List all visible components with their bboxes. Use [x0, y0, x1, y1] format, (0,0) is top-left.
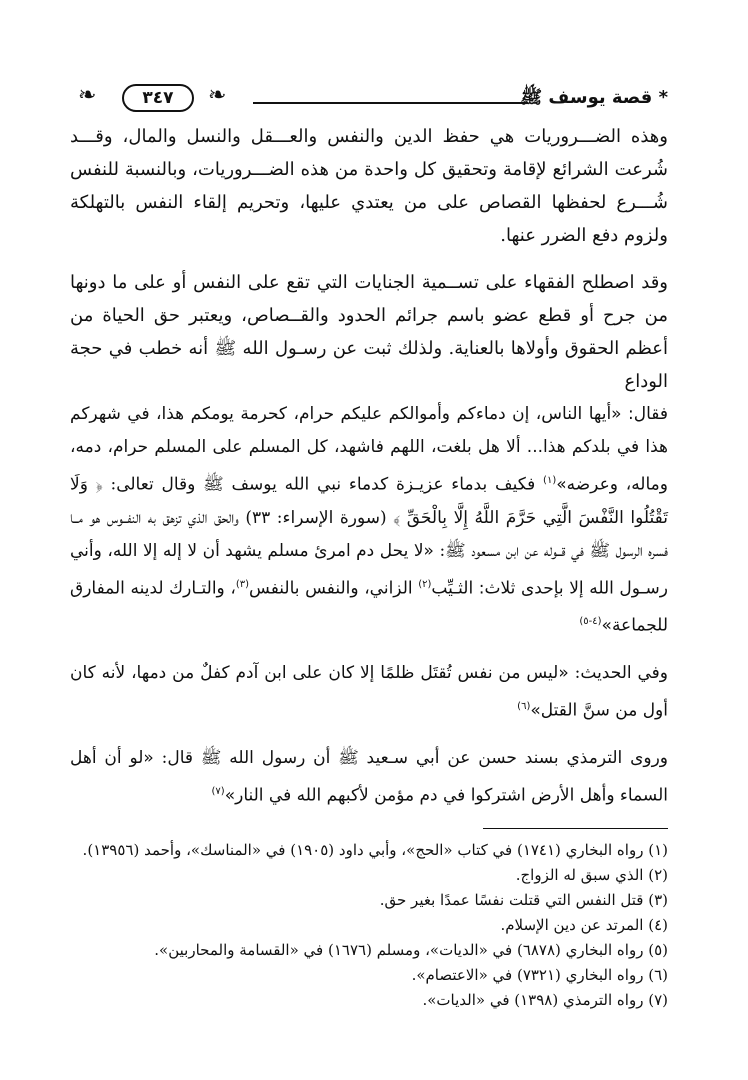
page-header [68, 80, 668, 116]
paragraph-4 [70, 657, 668, 728]
footnote-ref-2[interactable]: (٢) [418, 578, 432, 590]
paragraph-3 [70, 398, 668, 643]
footnote-1: (١) رواه البخاري (١٧٤١) في كتاب «الحج»، وأبي داود (١٩٠٥) في «المناسك»، وأحمد (١٣٩٥٦). [82, 841, 668, 859]
ornament-left-icon: ❧ [78, 83, 97, 108]
footnote-ref-1[interactable]: (١) [543, 475, 557, 486]
footnotes-list [70, 838, 668, 1013]
paragraph-4-lead: وفي الحديث: [574, 662, 668, 683]
footnote-2: (٢) الذي سبق له الزواج. [515, 866, 668, 884]
footnote-3: (٣) قتل النفس التي قتلت نفسًا عمدًا بغير حق. [379, 891, 668, 909]
paragraph-1: وهذه الضـــروريات هي حفظ الدين والنفس والعـــقل والنسل والمال، وقـــد شُرعت الشرائع لإقامة وتحقيق كل واحدة من هذه الضـــروريات، وبالنسبة للنفس شُـــرع لحفظها القصاص على من يعتدي عليها، وتحريم إلقاء النفس بالتهلكة ولزوم دفع الضرر عنها. [70, 126, 668, 246]
footnote-ref-4-5[interactable]: (٤-٥) [579, 616, 602, 628]
paragraph-2: وقد اصطلح الفقهاء على تســمية الجنايات التي تقع على النفس أو على ما دونها من جرح أو قطع عضو باسم جرائم الحدود والقــصاص، ويعتبر حق الحياة من أعظم الحقوق وأولاها بالعناية. ولذلك ثبت عن رسـول الله ﷺ أنه خطب في حجة الوداع [70, 272, 668, 392]
main-text [70, 120, 668, 812]
hadith-farewell: فقال: «أيها الناس، إن دماءكم وأموالكم عليكم حرام، كحرمة يومكم هذا، في شهركم هذا في بلدكم هذا... ألا هل بلغت، اللهم فاشهد، كل المسلم على المسلم حرام، دمه، وماله، وعرضه» [70, 404, 668, 495]
hadith-continued: الزاني، والنفس بالنفس [249, 578, 413, 599]
running-title: * قصة يوسف ﷺ [520, 87, 668, 108]
quran-verse-text: فكيف بدماء عزيـزة كدماء نبي الله يوسف ﷺ وقال تعالى: ﴿ وَلَا تَقْتُلُوا النَّفْسَ الَّتِي حَرَّمَ اللَّهُ إِلَّا بِالْحَقِّ ﴾ (سورة الإسراء: ٣٣) والحق الذي تزهق به النفــوس هو مــا فسره الرسول ﷺ في قــوله عن ابن مسعود ﷺ: [70, 474, 668, 561]
header-rule [253, 102, 528, 104]
footnote-ref-7[interactable]: (٧) [211, 785, 225, 797]
hadith-ibn-masud: «لا يحل دم امرئ مسلم يشهد أن لا إله إلا الله، وأني رسـول الله إلا بإحدى ثلاث: الثـيِّب [70, 540, 668, 599]
hadith-tirmidhi: «لو أن أهل السماء وأهل الأرض اشتركوا في دم مؤمن لأكبهم الله في النار» [70, 747, 668, 806]
hadith-end: ، والتـارك لدينه المفارق للجماعة» [70, 578, 668, 636]
footnote-4: (٤) المرتد عن دين الإسلام. [500, 916, 668, 934]
page-number: ٣٤٧ [122, 84, 194, 112]
paragraph-5 [70, 742, 668, 813]
footnote-7: (٧) رواه الترمذي (١٣٩٨) في «الديات». [422, 991, 668, 1009]
footnote-5: (٥) رواه البخاري (٦٨٧٨) في «الديات»، ومسلم (١٦٧٦) في «القسامة والمحاربين». [154, 941, 668, 959]
footnote-separator [483, 828, 668, 829]
ornament-right-icon: ❧ [208, 83, 227, 108]
footnote-ref-3[interactable]: (٣) [235, 578, 250, 590]
hadith-first-killer: «ليس من نفس تُقتَل ظلمًا إلا كان على ابن آدم كفلٌ من دمها، لأنه كان أول من سنَّ القتل» [70, 662, 668, 721]
page-number-ornament [68, 80, 248, 116]
paragraph-5-lead: وروى الترمذي بسند حسن عن أبي سـعيد ﷺ أن رسول الله ﷺ قال: [161, 747, 668, 768]
footnote-6: (٦) رواه البخاري (٧٣٢١) في «الاعتصام». [411, 966, 668, 984]
footnote-ref-6[interactable]: (٦) [517, 700, 531, 712]
